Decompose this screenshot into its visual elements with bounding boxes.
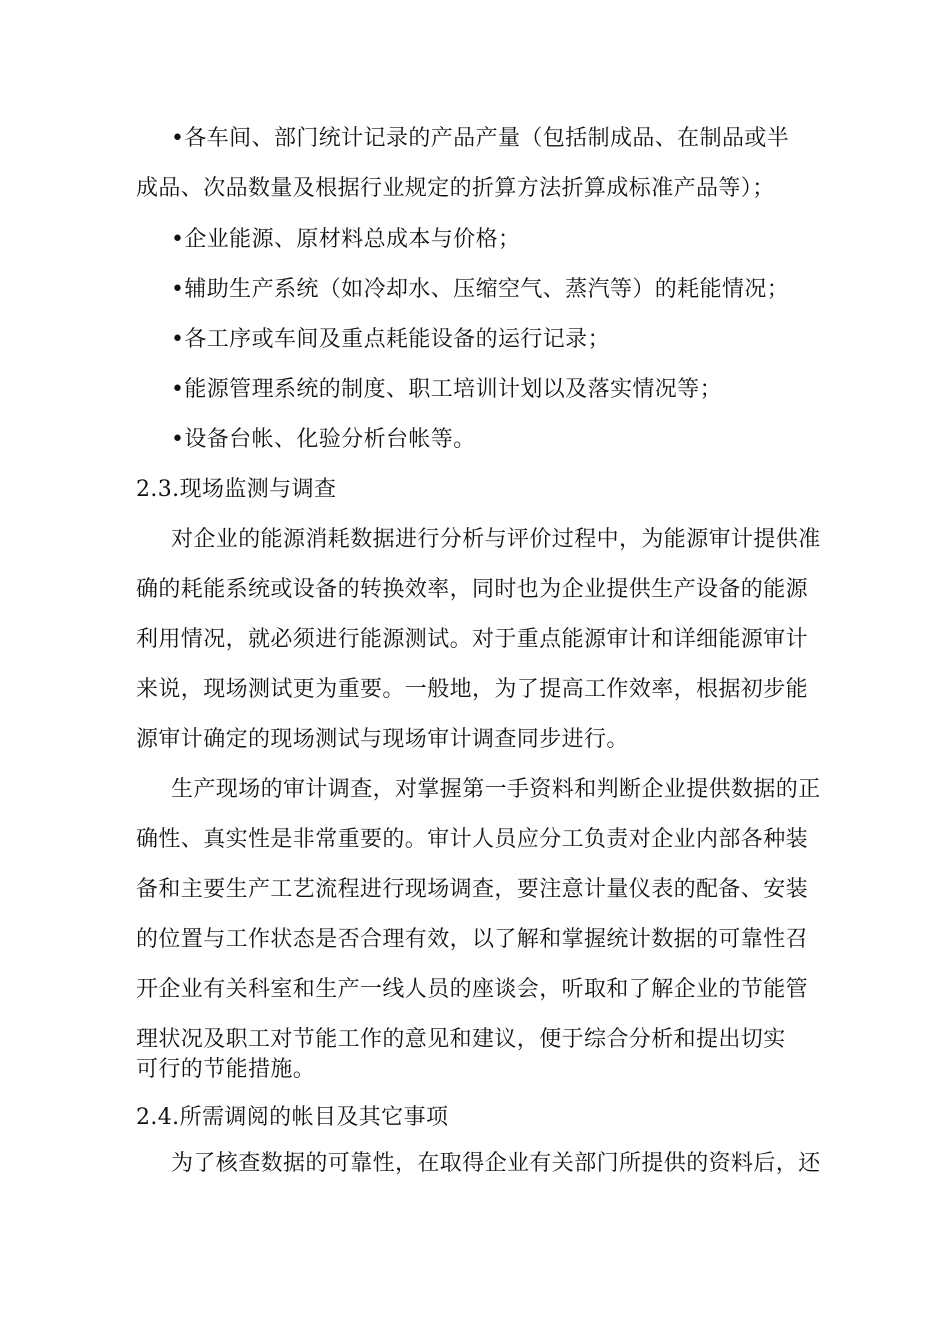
paragraph-line: 确性、真实性是非常重要的。审计人员应分工负责对企业内部各种装 <box>136 827 809 852</box>
bullet-item: •设备台帐、化验分析台帐等。 <box>171 427 476 452</box>
section-heading: 2.3.现场监测与调查 <box>136 477 337 502</box>
paragraph-line: 开企业有关科室和生产一线人员的座谈会，听取和了解企业的节能管 <box>136 977 809 1002</box>
paragraph-line: 为了核查数据的可靠性，在取得企业有关部门所提供的资料后，还 <box>171 1151 821 1176</box>
paragraph-line: 利用情况，就必须进行能源测试。对于重点能源审计和详细能源审计 <box>136 627 809 652</box>
paragraph-line: 的位置与工作状态是否合理有效，以了解和掌握统计数据的可靠性召 <box>136 927 809 952</box>
paragraph-line: 对企业的能源消耗数据进行分析与评价过程中，为能源审计提供准 <box>171 527 821 552</box>
bullet-item: •能源管理系统的制度、职工培训计划以及落实情况等； <box>171 377 722 402</box>
bullet-item: •各车间、部门统计记录的产品产量（包括制成品、在制品或半 <box>171 126 790 151</box>
paragraph-line: 理状况及职工对节能工作的意见和建议，便于综合分析和提出切实 <box>136 1027 786 1052</box>
paragraph-line: 生产现场的审计调查，对掌握第一手资料和判断企业提供数据的正 <box>171 777 821 802</box>
paragraph-line: 确的耗能系统或设备的转换效率，同时也为企业提供生产设备的能源 <box>136 577 809 602</box>
paragraph-line: 源审计确定的现场测试与现场审计调查同步进行。 <box>136 727 629 752</box>
paragraph-line: 来说，现场测试更为重要。一般地，为了提高工作效率，根据初步能 <box>136 677 809 702</box>
bullet-item: •企业能源、原材料总成本与价格； <box>171 227 521 252</box>
paragraph-line: 备和主要生产工艺流程进行现场调查，要注意计量仪表的配备、安装 <box>136 877 809 902</box>
paragraph-line: 可行的节能措施。 <box>136 1057 316 1082</box>
bullet-item: •各工序或车间及重点耗能设备的运行记录； <box>171 327 610 352</box>
bullet-item: •辅助生产系统（如冷却水、压缩空气、蒸汽等）的耗能情况； <box>171 277 790 302</box>
bullet-item-continuation: 成品、次品数量及根据行业规定的折算方法折算成标准产品等）； <box>136 176 775 201</box>
section-heading: 2.4.所需调阅的帐目及其它事项 <box>136 1105 449 1130</box>
